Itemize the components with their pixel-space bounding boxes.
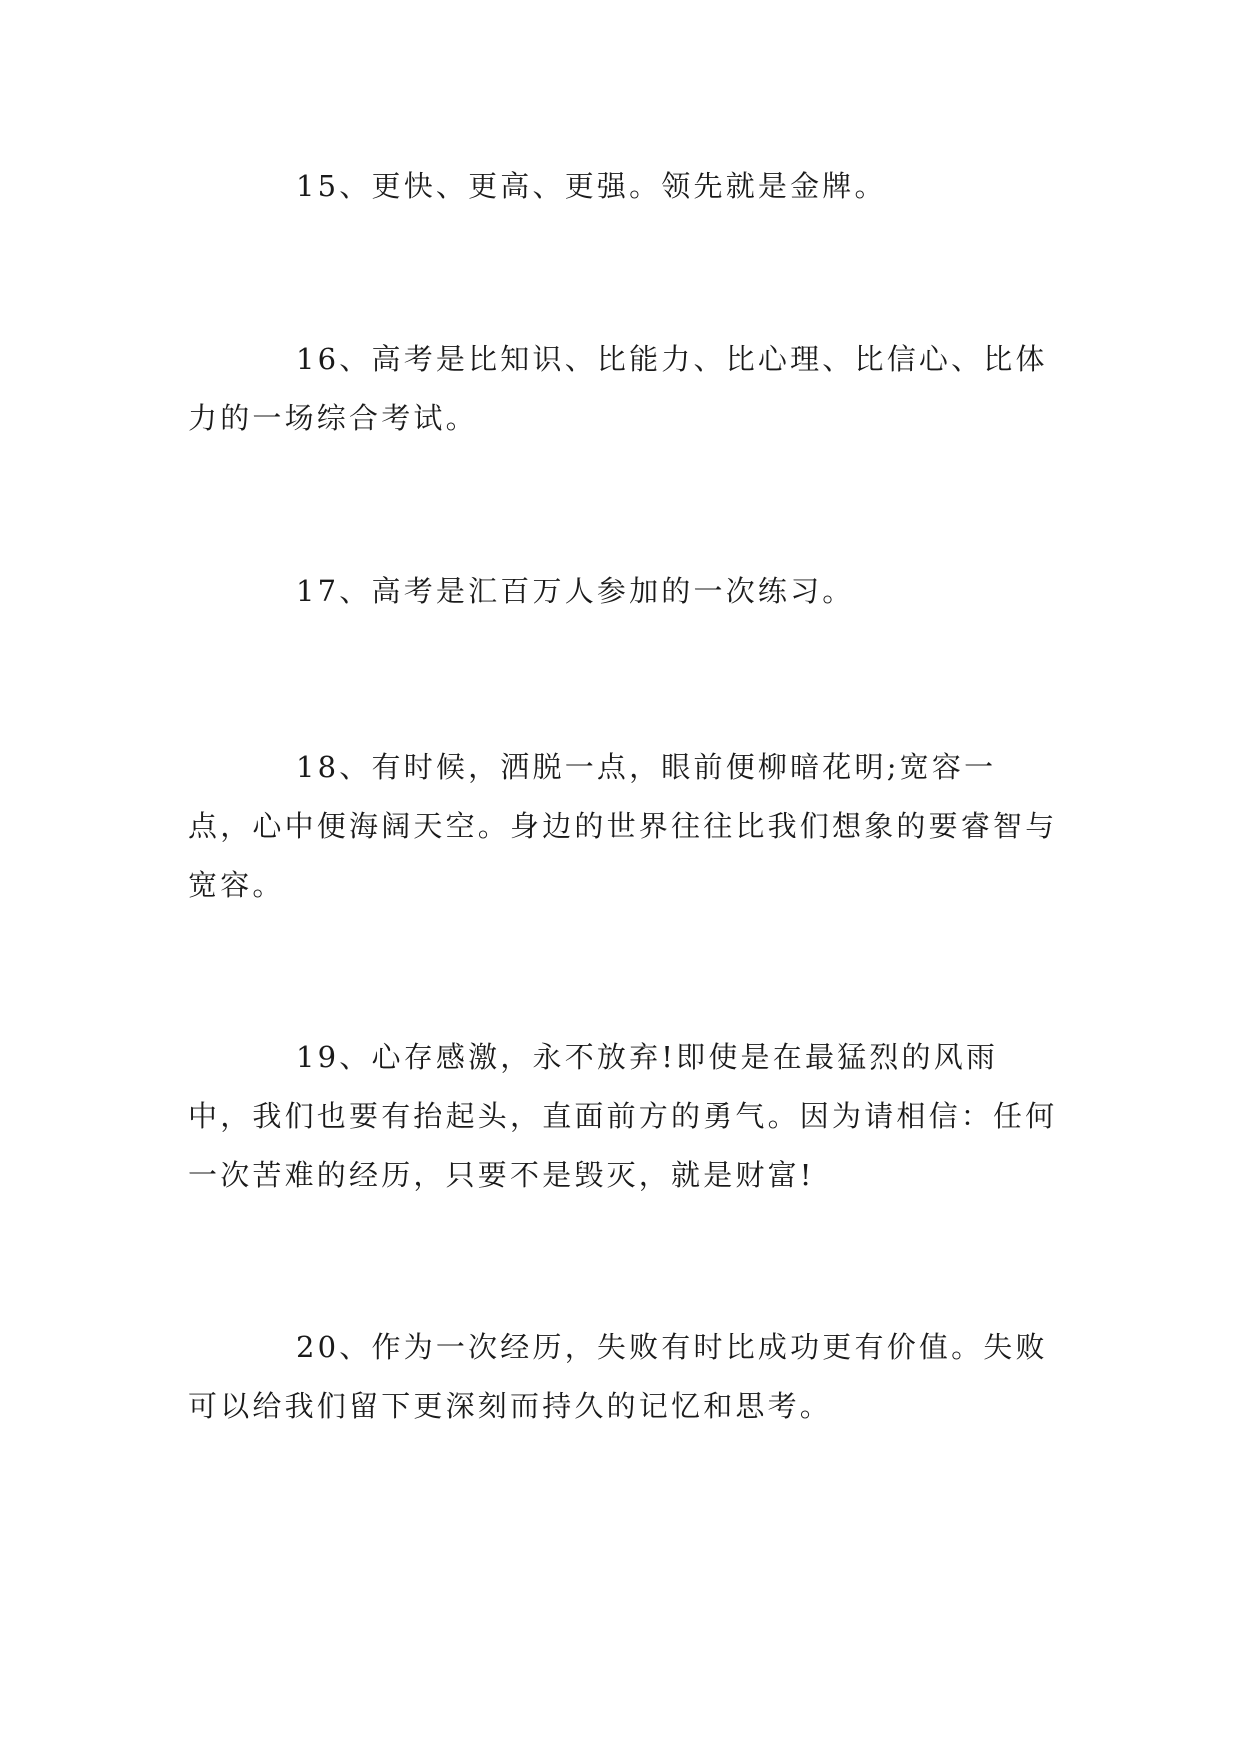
paragraph-18: 18、有时候，洒脱一点，眼前便柳暗花明;宽容一点，心中便海阔天空。身边的世界往往比我们想象的要睿智与宽容。 bbox=[188, 750, 1058, 902]
paragraph-15: 15、更快、更高、更强。领先就是金牌。 bbox=[296, 169, 887, 203]
paragraph-20: 20、作为一次经历，失败有时比成功更有价值。失败可以给我们留下更深刻而持久的记忆和思考。 bbox=[188, 1330, 1048, 1423]
paragraph-17: 17、高考是汇百万人参加的一次练习。 bbox=[296, 574, 855, 608]
paragraph-16: 16、高考是比知识、比能力、比心理、比信心、比体力的一场综合考试。 bbox=[188, 342, 1048, 435]
paragraph-19: 19、心存感激，永不放弃!即使是在最猛烈的风雨中，我们也要有抬起头，直面前方的勇气。因为请相信：任何一次苦难的经历，只要不是毁灭，就是财富! bbox=[188, 1040, 1058, 1192]
